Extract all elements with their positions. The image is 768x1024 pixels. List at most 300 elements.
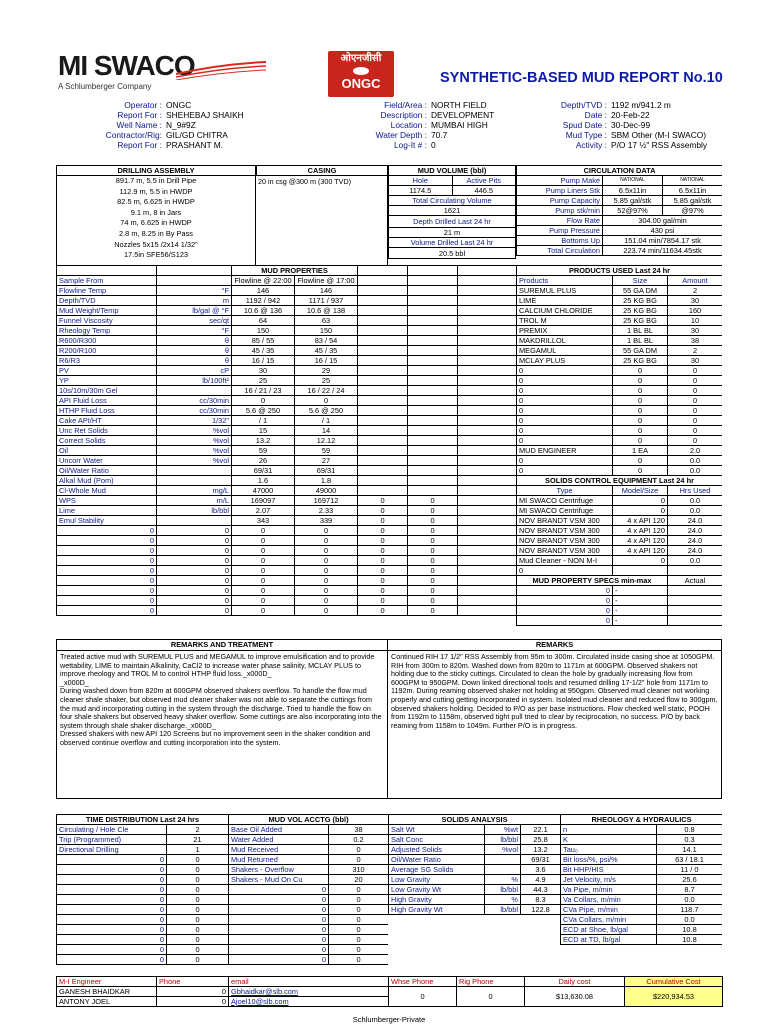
time-hours: 21: [167, 835, 229, 845]
table-row: [57, 576, 517, 586]
table-row: [517, 346, 723, 356]
rheology-label: Jet Velocity, m/s: [561, 875, 657, 885]
solids-analysis-unit: [485, 855, 521, 865]
table-row: [561, 885, 723, 895]
info-label: Log-It # :: [393, 140, 427, 150]
mud-property-label: Uncorr Water: [57, 456, 157, 466]
rheology-label: Va Pipe, m/min: [561, 885, 657, 895]
rheology-label: K: [561, 835, 657, 845]
table-row: [517, 596, 723, 606]
table-row: [57, 486, 517, 496]
daily-cost-label: Daily cost: [525, 977, 625, 987]
table-row: [389, 885, 561, 895]
table-row: [389, 875, 561, 885]
product-amount: 0: [668, 366, 723, 376]
table-row: [57, 546, 517, 556]
drilling-assembly-item: 891.7 m, 5.5 in Drill Pipe: [115, 176, 197, 185]
remarks-treatment-text: Treated active mud with SUREMUL PLUS and MEGAMUL to improve emulsification and to provide wettability, LIME to maintain Alkalinity, CaCl2 to increase water phase salinity, MCLAY PLUS to improve rheology and TROL M to control HTHP fluid loss._x000D_ _x000D_ During washed down from 820m at 600GPM observed shakers overflow. To handle the flow mud cleaner shale shaker, but observed mud cleaner shaker was not able to separate the cuttings from the mud and incorporating cutting in the system through the discharge. Tried to handle the flow on four shale shakers but observed heavy shaker overflow. Some cuttings are also incorporating into the system through shale shaker discharge._x000D_ Dressed shakers with new API 120 Screens but no improvement seen in the shaker condition and observed continue overflow and cutting incorporation into the system.: [60, 652, 382, 747]
mud-property-unit: lb/bbl: [157, 506, 232, 516]
product-amount: 0: [668, 436, 723, 446]
rheology-label: ECD at Shoe, lb/gal: [561, 925, 657, 935]
time-hours: 0: [167, 935, 229, 945]
pits-label: Active Pits: [452, 176, 516, 186]
spec-value: 0: [517, 586, 613, 596]
mud-vol-item: Water Added: [229, 835, 329, 845]
mud-property-label: PV: [57, 366, 157, 376]
circulation-value: NATIONAL: [603, 176, 663, 186]
solids-analysis-label: Average SG Solids: [389, 865, 485, 875]
mud-vol-item: 0: [229, 915, 329, 925]
mud-property-unit: θ: [157, 346, 232, 356]
solids-analysis-value: 122.8: [521, 905, 561, 915]
specs-title: MUD PROPERTY SPECS min-max: [517, 576, 668, 586]
mud-property-value: 0: [295, 556, 358, 566]
circulation-value: 151.04 min/7854.17 stk: [603, 236, 723, 246]
table-row: [517, 386, 723, 396]
table-row: [229, 845, 389, 855]
product-name: MUD ENGINEER: [517, 446, 613, 456]
product-name: 0: [517, 436, 613, 446]
mud-property-value: 45 / 35: [232, 346, 295, 356]
info-label: Water Depth :: [375, 130, 427, 140]
table-row: [57, 316, 517, 326]
time-hours: 0: [167, 885, 229, 895]
info-value: N_9#9Z: [166, 120, 196, 130]
mud-property-label: Correct Solids: [57, 436, 157, 446]
table-row: [57, 855, 229, 865]
solids-analysis-value: 69/31: [521, 855, 561, 865]
table-row: [517, 616, 723, 626]
specs-actual-label: Actual: [668, 576, 723, 586]
table-cell: [358, 326, 408, 336]
mud-vol-value: 310: [329, 865, 389, 875]
mud-property-unit: lb/100ft²: [157, 376, 232, 386]
spec-value: 0: [517, 606, 613, 616]
equipment-type: NOV BRANDT VSM 300: [517, 536, 613, 546]
equipment-model: 4 x API 120: [613, 526, 668, 536]
table-cell: [408, 446, 458, 456]
spec-range: -: [613, 596, 668, 606]
table-row: [561, 935, 723, 945]
info-value: SBM Other (M-I SWACO): [611, 130, 707, 140]
mud-property-label: Sample From: [57, 276, 157, 286]
table-row: [229, 875, 389, 885]
mud-property-value: 27: [295, 456, 358, 466]
table-row: [57, 476, 517, 486]
table-row: [389, 835, 561, 845]
spec-range: -: [613, 586, 668, 596]
rheology-label: n: [561, 825, 657, 835]
product-size: 25 KG BG: [613, 356, 668, 366]
solids-analysis-unit: %wt: [485, 825, 521, 835]
mud-vol-item: Mud Returned: [229, 855, 329, 865]
drilling-assembly-item: 82.5 m, 6.625 in HWDP: [117, 197, 195, 207]
info-label: Activity :: [575, 140, 607, 150]
table-row: [517, 326, 723, 336]
report-title: SYNTHETIC-BASED MUD REPORT No.10: [440, 70, 723, 86]
product-size: 0: [613, 396, 668, 406]
table-cell: [358, 426, 408, 436]
mud-property-label: Alkal Mud (Pom): [57, 476, 157, 486]
table-cell: [408, 456, 458, 466]
circulation-label: Total Circulation: [517, 246, 603, 256]
table-row: [517, 286, 723, 296]
product-size: 55 GA DM: [613, 286, 668, 296]
equipment-type: NOV BRANDT VSM 300: [517, 546, 613, 556]
table-row: [56, 110, 722, 120]
table-cell: [408, 396, 458, 406]
circulation-label: Bottoms Up: [517, 236, 603, 246]
table-cell: [458, 536, 517, 546]
mud-property-value: 26: [232, 456, 295, 466]
time-hours: 0: [167, 875, 229, 885]
spec-actual: [668, 616, 723, 626]
products-title: PRODUCTS USED Last 24 hr: [517, 266, 723, 276]
table-row: [57, 516, 517, 526]
table-row: [517, 316, 723, 326]
table-row: [389, 905, 561, 915]
hole-volume: 1174.5: [389, 186, 453, 196]
rheology-value: 25.6: [657, 875, 723, 885]
mud-property-value: 29: [295, 366, 358, 376]
report-info: [56, 100, 722, 150]
mud-property-unit: °F: [157, 286, 232, 296]
mud-property-value: 10.6 @ 138: [295, 306, 358, 316]
table-cell: [408, 406, 458, 416]
table-cell: [458, 506, 517, 516]
table-cell: [458, 336, 517, 346]
solids-analysis-label: Salt Conc: [389, 835, 485, 845]
mud-property-unit: [157, 386, 232, 396]
info-value: SHEHEBAJ SHAIKH: [166, 110, 244, 120]
table-row: [57, 366, 517, 376]
table-row: [57, 386, 517, 396]
solids-analysis-label: Low Gravity: [389, 875, 485, 885]
mud-property-label: R6/R3: [57, 356, 157, 366]
product-name: MAKDRILLOL: [517, 336, 613, 346]
mud-property-value: 0: [232, 396, 295, 406]
mud-property-value: 150: [232, 326, 295, 336]
table-cell: 0: [358, 566, 408, 576]
circulation-label: Flow Rate: [517, 216, 603, 226]
mud-vol-value: 20: [329, 875, 389, 885]
table-row: [229, 905, 389, 915]
solids-analysis-label: High Gravity: [389, 895, 485, 905]
info-value: P/O 17 ½" RSS Assembly: [611, 140, 708, 150]
mud-vol-acctg-title: MUD VOL ACCTG (bbl): [229, 815, 389, 825]
cumulative-cost: $220,934.53: [625, 987, 723, 1007]
table-cell: 0: [408, 606, 458, 616]
products-col-product: Products: [517, 276, 613, 286]
mud-property-unit: %vol: [157, 446, 232, 456]
mud-property-label: 0: [57, 576, 157, 586]
table-cell: 0: [358, 516, 408, 526]
product-size: 0: [613, 386, 668, 396]
product-name: 0: [517, 416, 613, 426]
product-size: 25 KG BG: [613, 296, 668, 306]
table-row: [57, 416, 517, 426]
time-distribution: [56, 814, 228, 965]
products-solids: [516, 265, 722, 637]
mud-property-unit: m/L: [157, 496, 232, 506]
mud-property-unit: 0: [157, 596, 232, 606]
mud-property-label: Mud Weight/Temp: [57, 306, 157, 316]
table-cell: [458, 606, 517, 616]
rheology-label: ECD at TD, lb/gal: [561, 935, 657, 945]
table-cell: [408, 306, 458, 316]
table-cell: [458, 436, 517, 446]
table-cell: [408, 336, 458, 346]
product-amount: 0.0: [668, 466, 723, 476]
table-cell: [458, 406, 517, 416]
mud-property-value: 85 / 55: [232, 336, 295, 346]
circulation-value: 6.5x11in: [603, 186, 663, 196]
mud-vol-item: Shakers - Mud On Cu: [229, 875, 329, 885]
mud-property-label: 0: [57, 606, 157, 616]
table-row: [57, 865, 229, 875]
mud-property-label: 0: [57, 546, 157, 556]
time-activity: 0: [57, 945, 167, 955]
info-label: Well Name :: [116, 120, 162, 130]
mud-vol-value: 0: [329, 905, 389, 915]
mud-property-value: 1.8: [295, 476, 358, 486]
mud-property-value: 1192 / 942: [232, 296, 295, 306]
mud-property-value: 47000: [232, 486, 295, 496]
circulation-value: 304.00 gal/min: [603, 216, 723, 226]
remarks: [388, 639, 722, 799]
equipment-model: 4 x API 120: [613, 536, 668, 546]
mud-property-value: 0: [295, 536, 358, 546]
circulation-value: 5.85 gal/stk: [663, 196, 723, 206]
table-row: [57, 845, 229, 855]
table-cell: [358, 396, 408, 406]
mud-properties: [56, 265, 516, 637]
table-row: [57, 835, 229, 845]
equipment-hours: 24.0: [668, 546, 723, 556]
mud-vol-value: 0: [329, 955, 389, 965]
table-cell: [458, 596, 517, 606]
table-row: [229, 835, 389, 845]
solids-analysis-unit: %: [485, 875, 521, 885]
table-cell: [458, 376, 517, 386]
table-cell: [458, 316, 517, 326]
info-value: 20-Feb-22: [611, 110, 650, 120]
rheology-value: 11 / 0: [657, 865, 723, 875]
mud-property-value: 1171 / 937: [295, 296, 358, 306]
table-cell: [358, 416, 408, 426]
mud-property-value: 0: [232, 586, 295, 596]
logo-swoosh-icon: [176, 60, 266, 80]
table-cell: [358, 366, 408, 376]
table-row: [517, 376, 723, 386]
mud-property-label: R600/R300: [57, 336, 157, 346]
solids-col-hrs: Hrs Used: [668, 486, 723, 496]
table-cell: [358, 486, 408, 496]
spec-actual: [668, 586, 723, 596]
circulation-value: 223.74 min/11634.45stk: [603, 246, 723, 256]
product-amount: 38: [668, 336, 723, 346]
table-cell: [408, 386, 458, 396]
table-cell: [408, 286, 458, 296]
mud-vol-item: 0: [229, 935, 329, 945]
product-amount: 0.0: [668, 456, 723, 466]
table-cell: [358, 316, 408, 326]
table-row: [56, 130, 722, 140]
product-name: 0: [517, 466, 613, 476]
table-row: [517, 436, 723, 446]
mud-property-value: Flowline @ 22:00: [232, 276, 295, 286]
table-row: [517, 516, 723, 526]
table-row: [57, 935, 229, 945]
circulation-title: CIRCULATION DATA: [517, 166, 723, 176]
mud-property-label: Oil/Water Ratio: [57, 466, 157, 476]
miswaco-logo: [58, 52, 268, 96]
table-row: [517, 216, 723, 226]
table-cell: [458, 276, 517, 286]
mud-property-label: Depth/TVD: [57, 296, 157, 306]
equipment-hours: 0.0: [668, 506, 723, 516]
mud-property-label: Oil: [57, 446, 157, 456]
engineer-name: GANESH BHAIDKAR: [57, 987, 157, 997]
mud-property-value: 1.6: [232, 476, 295, 486]
mud-property-unit: %vol: [157, 436, 232, 446]
product-amount: 2: [668, 286, 723, 296]
cumulative-cost-label: Cumulative Cost: [625, 977, 723, 987]
solids-analysis-label: Salt Wt: [389, 825, 485, 835]
mud-property-value: 343: [232, 516, 295, 526]
table-row: [57, 406, 517, 416]
table-cell: [358, 346, 408, 356]
table-cell: 0: [358, 596, 408, 606]
table-row: [517, 466, 723, 476]
mud-property-unit: 1/32": [157, 416, 232, 426]
table-row: [517, 606, 723, 616]
table-cell: [458, 516, 517, 526]
table-row: [517, 566, 723, 576]
table-row: [57, 346, 517, 356]
mud-property-value: 0: [295, 576, 358, 586]
mud-property-unit: 0: [157, 556, 232, 566]
table-row: [561, 895, 723, 905]
table-row: [57, 456, 517, 466]
table-cell: [358, 356, 408, 366]
table-row: [561, 865, 723, 875]
time-activity: Circulating / Hole Cle: [57, 825, 167, 835]
info-value: ONGC: [166, 100, 192, 110]
engineer-email-link[interactable]: Gbhaidkar@slb.com: [229, 987, 389, 997]
info-value: DEVELOPMENT: [431, 110, 495, 120]
mud-vol-value: 0: [329, 855, 389, 865]
ongc-flame-icon: [351, 66, 371, 76]
mud-property-value: 0: [232, 546, 295, 556]
mud-property-value: 49000: [295, 486, 358, 496]
table-cell: [458, 466, 517, 476]
table-row: [517, 536, 723, 546]
table-cell: [358, 336, 408, 346]
product-amount: 0: [668, 406, 723, 416]
info-label: Report For :: [117, 110, 162, 120]
mud-property-value: 15: [232, 426, 295, 436]
rheology-label: Tau₀: [561, 845, 657, 855]
table-row: [229, 885, 389, 895]
time-activity: 0: [57, 915, 167, 925]
mud-vol-value: 38: [329, 825, 389, 835]
mud-property-value: 69/31: [232, 466, 295, 476]
table-cell: [408, 486, 458, 496]
table-row: [56, 120, 722, 130]
table-cell: [408, 466, 458, 476]
mud-property-unit: 0: [157, 576, 232, 586]
table-row: [57, 396, 517, 406]
table-row: [517, 206, 723, 216]
solids-analysis-unit: lb/bbl: [485, 885, 521, 895]
time-activity: 0: [57, 875, 167, 885]
table-row: [561, 825, 723, 835]
table-cell: 0: [408, 596, 458, 606]
equipment-hours: 0.0: [668, 496, 723, 506]
mud-property-value: 0: [295, 566, 358, 576]
mud-vol-item: 0: [229, 895, 329, 905]
table-row: [229, 825, 389, 835]
time-hours: 1: [167, 845, 229, 855]
table-cell: 0: [408, 566, 458, 576]
mud-property-value: 0: [232, 566, 295, 576]
mud-vol-item: 0: [229, 885, 329, 895]
table-cell: 0: [358, 546, 408, 556]
circulation-label: Pump Capacity: [517, 196, 603, 206]
spec-actual: [668, 596, 723, 606]
engineer-phone: 0: [157, 997, 229, 1007]
table-row: [57, 496, 517, 506]
mud-vol-item: 0: [229, 945, 329, 955]
engineer-email-link[interactable]: Ajoel10@slb.com: [229, 997, 389, 1007]
equipment-type: Mud Cleaner - NON M-I: [517, 556, 613, 566]
product-size: 0: [613, 456, 668, 466]
table-row: [389, 855, 561, 865]
mud-property-value: 45 / 35: [295, 346, 358, 356]
info-label: Description :: [380, 110, 427, 120]
table-row: [389, 845, 561, 855]
table-row: [57, 915, 229, 925]
mud-property-value: 16 / 21 / 23: [232, 386, 295, 396]
mud-property-label: HTHP Fluid Loss: [57, 406, 157, 416]
mud-vol-value: 0: [329, 925, 389, 935]
rheology-value: 0.3: [657, 835, 723, 845]
table-cell: [458, 366, 517, 376]
product-name: CALCIUM CHLORIDE: [517, 306, 613, 316]
table-cell: 0: [408, 576, 458, 586]
table-row: [57, 905, 229, 915]
circulation-label: Pump stk/min: [517, 206, 603, 216]
drilling-assembly-item: 2.8 m, 8.25 in By Pass: [119, 228, 193, 238]
table-cell: [458, 386, 517, 396]
mud-property-label: 0: [57, 556, 157, 566]
info-value: 70.7: [431, 130, 448, 140]
spec-range: -: [613, 616, 668, 626]
mud-property-label: Unc Ret Solids: [57, 426, 157, 436]
info-label: Mud Type :: [565, 130, 607, 140]
product-size: 0: [613, 426, 668, 436]
equipment-model: 4 x API 120: [613, 516, 668, 526]
table-cell: [408, 416, 458, 426]
remarks-title: REMARKS: [388, 640, 721, 651]
circulation-label: Pump Liners Stk: [517, 186, 603, 196]
solids-col-type: Type: [517, 486, 613, 496]
table-row: [517, 556, 723, 566]
solids-analysis: [388, 814, 560, 915]
mud-property-value: 5.6 @ 250: [232, 406, 295, 416]
remarks-treatment: [56, 639, 388, 799]
